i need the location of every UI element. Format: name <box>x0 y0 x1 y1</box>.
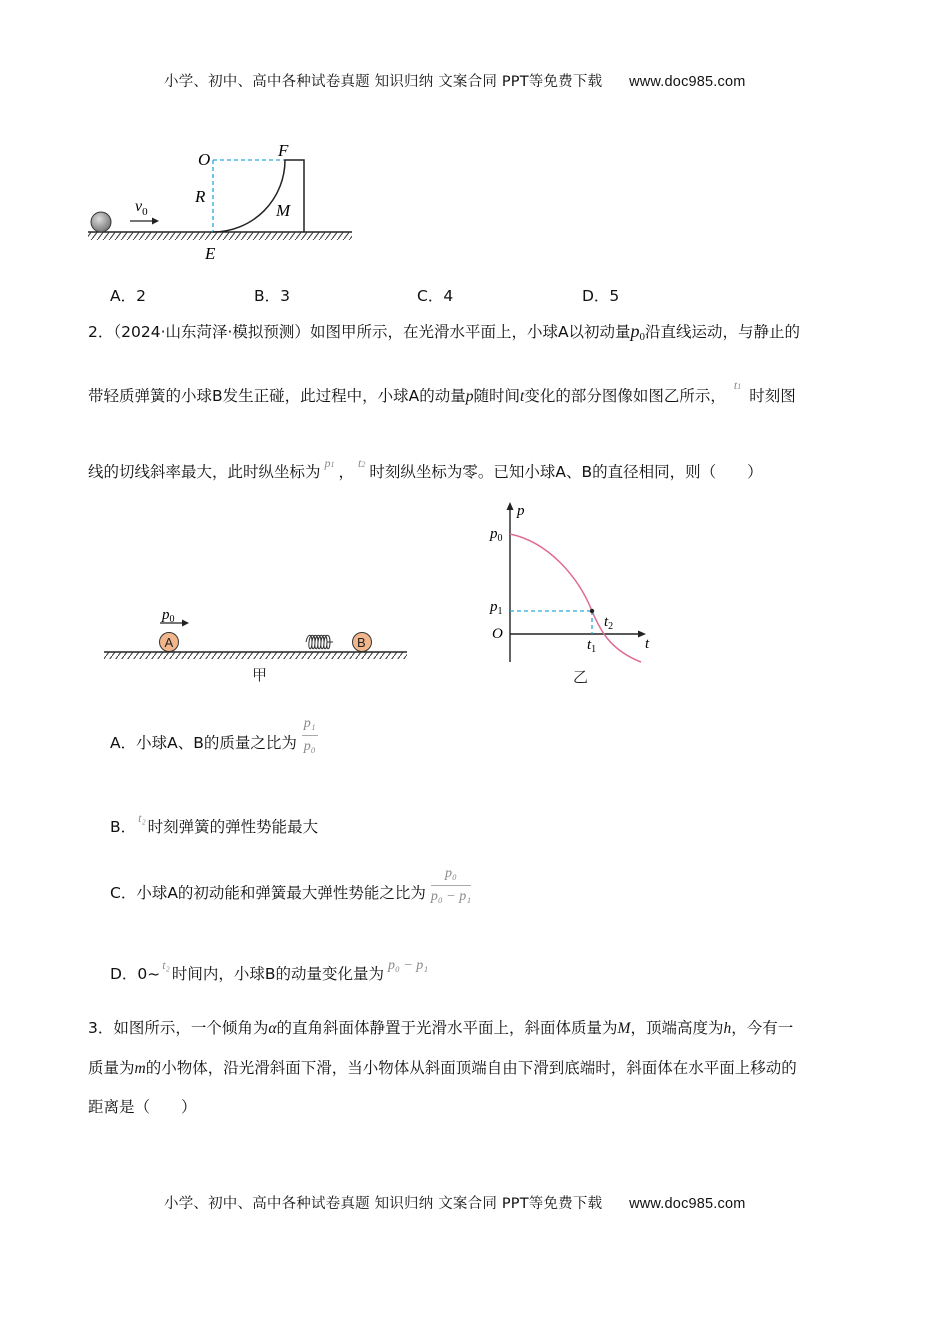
q1-option-d[interactable]: D．5 <box>582 287 620 305</box>
fraction-p1-over-p0: $\frac{\text{p₁}}{\text{p₀}}$ <box>303 716 316 754</box>
figure-1-quarter-track <box>80 135 370 270</box>
label-v0: $v_0$ <box>135 198 148 218</box>
q1-option-b[interactable]: B．3 <box>254 287 290 305</box>
symbol-t2: t2 <box>358 456 366 470</box>
symbol-p: p <box>465 388 474 405</box>
q2-text: 带轻质弹簧的小球B发生正碰，此过程中，小球A的动量 <box>88 387 466 405</box>
point-t1 <box>590 609 594 613</box>
q2-text: 随时间 <box>473 387 521 405</box>
label-R: R <box>195 187 206 206</box>
q3-line-3: 距离是（ ） <box>88 1098 197 1116</box>
footer-text: 小学、初中、高中各种试卷真题 知识归纳 文案合同 PPT等免费下载 <box>164 1196 603 1212</box>
label-F: F <box>278 141 289 160</box>
q2-source: （2024·山东菏泽·模拟预测） <box>113 323 310 341</box>
comma: ， <box>338 463 355 481</box>
q2-option-b[interactable] <box>110 811 319 837</box>
q3-text: ，顶端高度为 <box>630 1019 724 1037</box>
label-M: M <box>276 201 291 220</box>
q3-text: 质量为 <box>88 1059 135 1077</box>
label-origin-O: O <box>492 626 503 642</box>
symbol-M: M <box>617 1020 631 1037</box>
q3-text: 的直角斜面体静置于光滑水平面上，斜面体质量为 <box>276 1019 618 1037</box>
q2-option-a[interactable] <box>110 716 318 765</box>
symbol-t: t <box>520 388 525 405</box>
figure-jia-collision <box>100 600 415 690</box>
header-url: www.doc985.com <box>629 74 746 90</box>
option-d-text: 时间内，小球B的动量变化量为 <box>171 965 384 983</box>
option-b-prefix: B． <box>110 818 137 836</box>
header-text: 小学、初中、高中各种试卷真题 知识归纳 文案合同 PPT等免费下载 <box>164 74 603 90</box>
q3-text: ，今有一 <box>731 1019 794 1037</box>
label-B: B <box>357 635 366 650</box>
fraction-c: $\frac{\text{p₀}}{\text{p₀ − p₁}}$ <box>430 866 472 904</box>
q3-text: 的小物体，沿光滑斜面下滑，当小物体从斜面顶端自由下滑到底端时，斜面体在水平面上移动的 <box>145 1059 797 1077</box>
label-A: A <box>164 635 174 650</box>
momentum-curve <box>510 534 641 662</box>
symbol-h: h <box>723 1020 732 1037</box>
q2-option-d[interactable] <box>110 958 429 984</box>
symbol-t2-d: t₂ <box>162 958 170 972</box>
caption-jia: 甲 <box>252 666 268 684</box>
q1-option-a[interactable]: A．2 <box>110 287 146 305</box>
q3-line-1 <box>88 1016 793 1038</box>
spring <box>306 635 333 649</box>
option-d-prefix: D．0~ <box>110 965 161 983</box>
ground-hatch-jia <box>104 652 407 659</box>
q3-line-2 <box>88 1056 797 1078</box>
q2-number: 2． <box>88 323 114 341</box>
label-t2: $t_2$ <box>604 614 614 632</box>
label-t1: $t_1$ <box>587 637 597 655</box>
q1-option-c[interactable]: C．4 <box>417 287 454 305</box>
symbol-p0: $p_0$ <box>630 321 646 343</box>
expr-p0-minus-p1: p₀ − p₁ <box>387 958 429 973</box>
page-footer <box>164 1192 746 1213</box>
symbol-t1: t1 <box>733 378 742 392</box>
q2-option-c[interactable] <box>110 866 472 915</box>
q3-number: 3． <box>88 1019 114 1037</box>
label-axis-p: p <box>517 503 525 519</box>
label-p1: $p_1$ <box>490 599 503 617</box>
q3-text: 如图所示，一个倾角为 <box>113 1019 269 1037</box>
symbol-t2-b: t₂ <box>138 811 146 825</box>
label-p0: $p_0$ <box>490 526 503 544</box>
option-c-text: C．小球A的初动能和弹簧最大弹性势能之比为 <box>110 884 426 902</box>
ball <box>91 212 111 232</box>
figure-yi-graph <box>478 498 668 690</box>
symbol-p1: p1 <box>324 456 335 470</box>
q2-line-2 <box>88 378 796 406</box>
q2-text: 变化的部分图像如图乙所示， <box>524 387 726 405</box>
q2-text: 时刻图 <box>749 387 796 405</box>
label-jia-p0: $p_0$ <box>162 607 175 625</box>
option-a-text: A．小球A、B的质量之比为 <box>110 734 297 752</box>
label-axis-t: t <box>645 636 650 652</box>
symbol-m: m <box>134 1060 146 1077</box>
q2-text: 如图甲所示，在光滑水平面上，小球A以初动量 <box>309 323 631 341</box>
q2-text: 沿直线运动，与静止的 <box>645 323 801 341</box>
label-E: E <box>205 244 216 263</box>
footer-url: www.doc985.com <box>629 1196 746 1212</box>
symbol-alpha: α <box>268 1020 277 1037</box>
q2-line-3 <box>88 456 763 482</box>
label-O: O <box>198 150 211 169</box>
page-header <box>164 70 746 91</box>
option-b-text: 时刻弹簧的弹性势能最大 <box>147 818 319 836</box>
caption-yi: 乙 <box>573 668 589 686</box>
block-M <box>213 160 304 232</box>
q2-text: 线的切线斜率最大，此时纵坐标为 <box>88 463 321 481</box>
ground-hatch <box>88 232 352 240</box>
q2-text: 时刻纵坐标为零。已知小球A、B的直径相同，则（ ） <box>369 463 763 481</box>
q2-line-1 <box>88 320 800 343</box>
